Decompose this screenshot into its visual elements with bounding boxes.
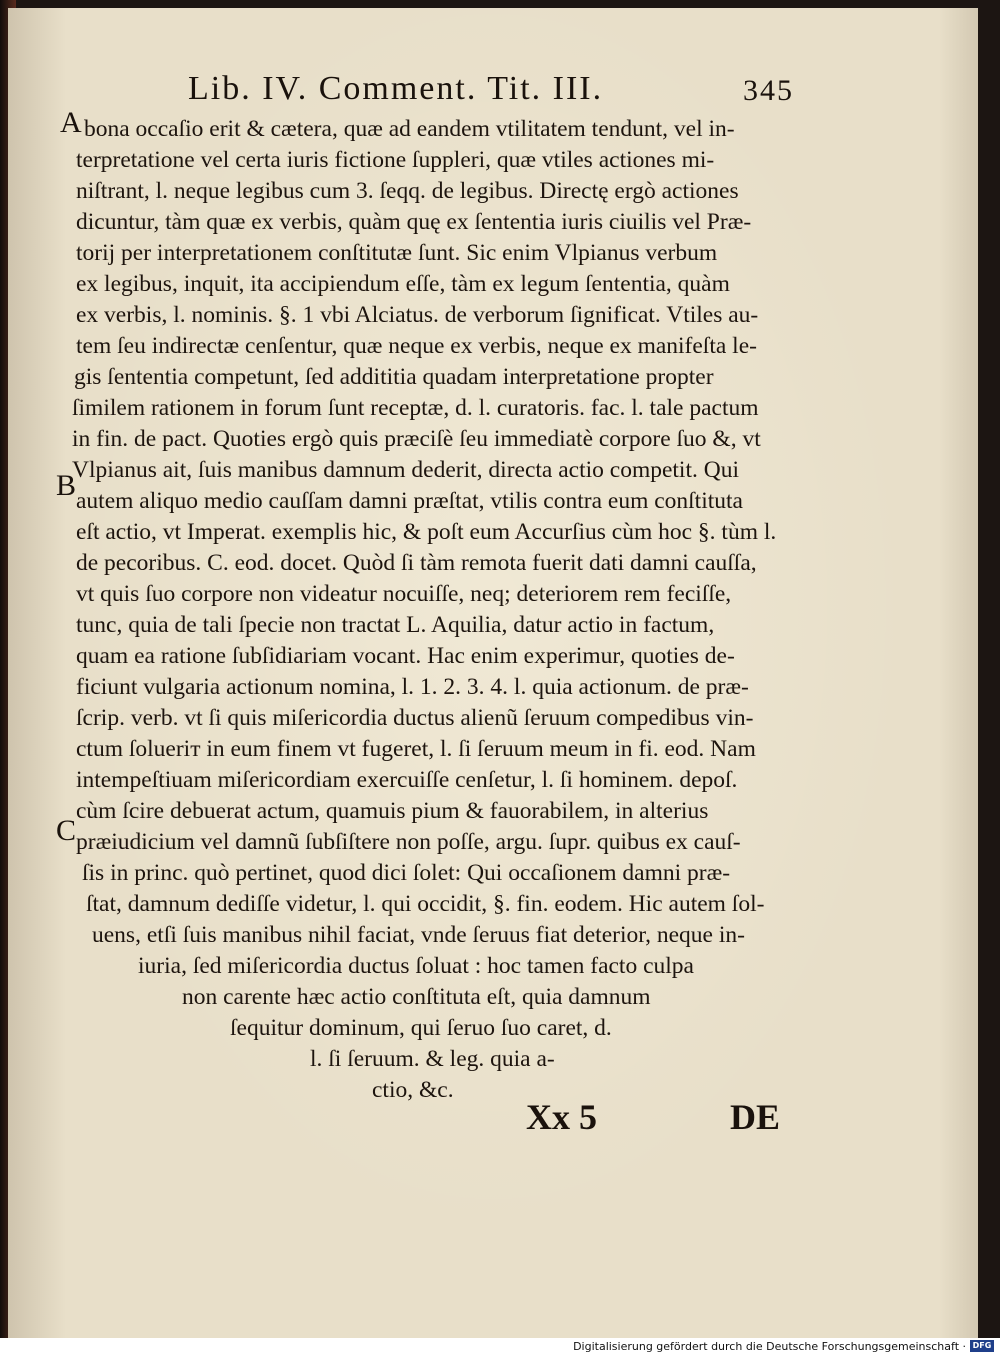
text-line: ſis in princ. quò pertinet, quod dici ſolet: Qui occaſionem damni præ- [82, 860, 731, 886]
digitization-footer [0, 1338, 1000, 1356]
text-line: ctio, &c. [372, 1077, 454, 1103]
text-line: niſtrant, l. neque legibus cum 3. ſeqq. de legibus. Directę ergò actiones [76, 178, 739, 204]
text-line: Vlpianus ait, ſuis manibus damnum dederit, directa actio competit. Qui [72, 457, 739, 483]
text-line: uens, etſi ſuis manibus nihil faciat, vnde ſeruus fiat deterior, neque in- [92, 922, 745, 948]
text-line: intempeſtiuam miſericordiam exercuiſſe cenſetur, l. ſi hominem. depoſ. [76, 767, 738, 793]
section-marker-c: C [56, 814, 77, 847]
page-number: 345 [743, 74, 794, 107]
text-line: quam ea ratione ſubſidiariam vocant. Hac enim experimur, quoties de- [76, 643, 735, 669]
text-line: non carente hæc actio conſtituta eſt, quia damnum [182, 984, 651, 1010]
text-line: ſtat, damnum dediſſe videtur, l. qui occidit, §. fin. eodem. Hic autem ſol- [86, 891, 765, 917]
text-line: ficiunt vulgaria actionum nomina, l. 1. 2. 3. 4. l. quia actionum. de præ- [76, 674, 749, 700]
text-line: ctum ſolueriт in eum finem vt fugeret, l. ſi ſeruum meum in fi. eod. Nam [76, 736, 756, 762]
book-page [8, 8, 978, 1338]
text-line: vt quis ſuo corpore non videatur nocuiſſe, neq; deteriorem rem feciſſe, [76, 581, 732, 607]
text-line: tunc, quia de tali ſpecie non tractat L. Aquilia, datur actio in factum, [76, 612, 715, 638]
text-line: de pecoribus. C. eod. docet. Quòd ſi tàm remota fuerit dati damni cauſſa, [76, 550, 757, 576]
dfg-logo-icon: DFG [970, 1340, 994, 1352]
text-line: præiudicium vel damnũ ſubſiſtere non poſſe, argu. ſupr. quibus ex cauſ- [76, 829, 741, 855]
text-line: in fin. de pact. Quoties ergò quis præciſè ſeu immediatè corpore ſuo &, vt [72, 426, 761, 452]
text-line: ex legibus, inquit, ita accipiendum eſſe, tàm ex legum ſententia, quàm [76, 271, 730, 297]
text-line: dicuntur, tàm quæ ex verbis, quàm quę ex ſententia iuris ciuilis vel Præ- [76, 209, 752, 235]
signature-mark: Xx 5 [526, 1097, 597, 1137]
text-line: autem aliquo medio cauſſam damni præſtat, vtilis contra eum conſtituta [76, 488, 743, 514]
catchword: DE [730, 1097, 781, 1137]
running-header [128, 70, 828, 110]
running-title: Lib. IV. Comment. Tit. III. [188, 70, 604, 107]
text-line: tem ſeu indirectæ cenſentur, quæ neque ex verbis, neque ex manifeſta le- [76, 333, 757, 359]
text-line: ſequitur dominum, qui ſeruo ſuo caret, d. [230, 1015, 612, 1041]
section-marker-a: A [60, 106, 82, 139]
text-line: terpretatione vel certa iuris fictione ſuppleri, quæ vtiles actiones mi- [76, 147, 715, 173]
text-line: torij per interpretationem conſtitutæ ſunt. Sic enim Vlpianus verbum [76, 240, 718, 266]
text-line: l. ſi ſeruum. & leg. quia a- [310, 1046, 555, 1072]
text-line: ex verbis, l. nominis. §. 1 vbi Alciatus. de verborum ſignificat. Vtiles au- [76, 302, 759, 328]
text-line: ſcrip. verb. vt ſi quis miſericordia ductus alienũ ſeruum compedibus vin- [76, 705, 754, 731]
funding-notice: Digitalisierung gefördert durch die Deutsche Forschungsgemeinschaft · [573, 1340, 966, 1353]
text-line: bona occaſio erit & cætera, quæ ad eandem vtilitatem tendunt, vel in- [84, 116, 735, 142]
section-marker-b: B [56, 469, 77, 502]
text-line: gis ſententia competunt, ſed addititia quadam interpretatione propter [74, 364, 714, 390]
text-line: ſimilem rationem in forum ſunt receptæ, d. l. curatoris. fac. l. tale pactum [72, 395, 759, 421]
text-line: cùm ſcire debuerat actum, quamuis pium & fauorabilem, in alterius [76, 798, 709, 824]
text-line: iuria, ſed miſericordia ductus ſoluat : hoc tamen facto culpa [138, 953, 694, 979]
text-line: eſt actio, vt Imperat. exemplis hic, & poſt eum Accurſius cùm hoc §. tùm l. [76, 519, 777, 545]
